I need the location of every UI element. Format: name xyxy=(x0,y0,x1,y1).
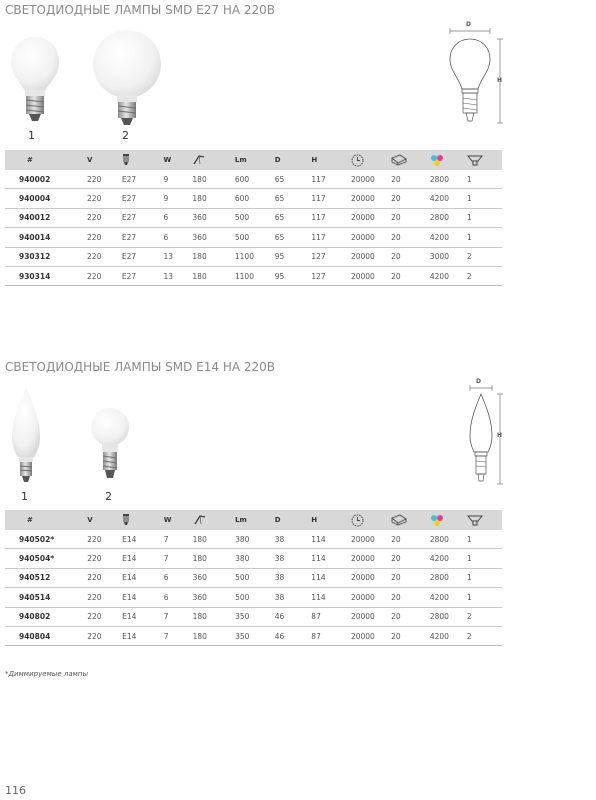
color-temperature-icon xyxy=(430,514,444,526)
cell-watt: 9 xyxy=(163,194,169,204)
cell-lumen: 380 xyxy=(235,534,250,544)
cell-base: E14 xyxy=(122,554,137,564)
cell-package: 20 xyxy=(391,631,401,641)
cell-voltage: 220 xyxy=(87,174,102,184)
cell-color: 4200 xyxy=(429,554,449,564)
diagram-label-d: D xyxy=(476,378,481,385)
box-icon xyxy=(391,514,407,526)
spec-table-e27 xyxy=(5,150,502,286)
cell-code: 940512 xyxy=(19,573,51,583)
cell-lumen: 350 xyxy=(235,612,250,622)
cell-lifetime: 20000 xyxy=(350,554,375,564)
cell-angle: 180 xyxy=(192,174,207,184)
col-code: # xyxy=(27,156,33,164)
col-package xyxy=(391,510,430,530)
cell-type: 1 xyxy=(466,554,472,564)
lamp-type-icon xyxy=(467,514,483,526)
cell-lifetime: 20000 xyxy=(350,213,375,223)
table-row xyxy=(5,266,502,285)
cell-h: 87 xyxy=(311,612,321,622)
cell-h: 117 xyxy=(311,232,326,242)
col-voltage: V xyxy=(87,156,93,164)
bulb-candle-image xyxy=(8,385,44,485)
cell-lumen: 500 xyxy=(234,213,250,223)
col-watt: W xyxy=(163,516,172,524)
cell-base: E14 xyxy=(122,592,137,602)
cell-voltage: 220 xyxy=(87,554,102,564)
cell-lifetime: 20000 xyxy=(350,194,375,204)
dimension-diagram xyxy=(440,23,510,127)
col-angle xyxy=(192,150,234,170)
col-h: H xyxy=(311,516,318,524)
cell-package: 20 xyxy=(391,573,401,583)
cell-angle: 180 xyxy=(192,252,207,262)
table-row xyxy=(5,549,502,568)
cell-h: 114 xyxy=(311,592,326,602)
cell-lifetime: 20000 xyxy=(350,252,375,262)
cell-angle: 180 xyxy=(192,631,207,641)
cell-type: 2 xyxy=(466,252,472,262)
cell-color: 2800 xyxy=(429,612,449,622)
cell-lifetime: 20000 xyxy=(350,271,375,281)
cell-lumen: 600 xyxy=(234,194,250,204)
cell-base: E14 xyxy=(122,631,137,641)
lamp-label-2: 2 xyxy=(105,490,112,503)
cell-lumen: 500 xyxy=(235,573,250,583)
cell-base: E27 xyxy=(121,194,137,204)
cell-watt: 6 xyxy=(163,213,169,223)
cell-lumen: 380 xyxy=(235,554,250,564)
cell-voltage: 220 xyxy=(87,534,102,544)
lamp-label-1: 1 xyxy=(28,129,35,142)
table-row xyxy=(5,189,502,208)
col-lifetime xyxy=(351,150,391,170)
cell-angle: 180 xyxy=(192,534,207,544)
bulb-g45-image xyxy=(89,406,131,484)
cell-package: 20 xyxy=(391,592,401,602)
cell-color: 2800 xyxy=(429,213,449,223)
cell-voltage: 220 xyxy=(87,612,102,622)
table-header xyxy=(5,510,502,530)
cell-d: 65 xyxy=(274,232,285,242)
cell-package: 20 xyxy=(391,554,401,564)
cell-type: 2 xyxy=(466,271,472,281)
cell-code: 940804 xyxy=(19,631,51,641)
lamp-base-icon xyxy=(122,154,130,166)
cell-h: 114 xyxy=(311,554,326,564)
cell-package: 20 xyxy=(391,174,401,184)
cell-package: 20 xyxy=(391,612,401,622)
bulb-globe-image xyxy=(91,28,163,128)
cell-angle: 180 xyxy=(192,271,207,281)
beam-angle-icon xyxy=(192,154,206,166)
cell-color: 2800 xyxy=(429,174,449,184)
cell-d: 38 xyxy=(274,534,285,544)
cell-color: 4200 xyxy=(429,631,449,641)
section-title: СВЕТОДИОДНЫЕ ЛАМПЫ SMD E27 НА 220В xyxy=(5,3,276,17)
col-type xyxy=(467,150,502,170)
cell-code: 940504* xyxy=(19,554,55,564)
cell-h: 117 xyxy=(311,174,326,184)
lamp-label-2: 2 xyxy=(122,129,129,142)
cell-code: 930314 xyxy=(19,271,51,281)
table-row xyxy=(5,607,502,626)
cell-watt: 7 xyxy=(163,631,169,641)
table-header xyxy=(5,150,502,170)
col-lumen: Lm xyxy=(234,156,247,164)
cell-lifetime: 20000 xyxy=(350,631,375,641)
cell-watt: 9 xyxy=(163,174,169,184)
cell-angle: 180 xyxy=(192,194,207,204)
cell-h: 127 xyxy=(311,271,326,281)
cell-package: 20 xyxy=(391,194,401,204)
cell-lumen: 350 xyxy=(235,631,250,641)
col-type xyxy=(467,510,502,530)
col-angle xyxy=(193,510,236,530)
cell-voltage: 220 xyxy=(87,213,102,223)
spec-table-e14 xyxy=(5,510,502,646)
cell-voltage: 220 xyxy=(87,252,102,262)
cell-d: 38 xyxy=(274,573,285,583)
cell-d: 38 xyxy=(274,554,285,564)
cell-base: E14 xyxy=(122,612,137,622)
cell-voltage: 220 xyxy=(87,194,102,204)
col-code: # xyxy=(27,516,33,524)
cell-watt: 7 xyxy=(163,612,169,622)
cell-code: 940014 xyxy=(19,232,51,242)
box-icon xyxy=(391,154,407,166)
cell-code: 940502* xyxy=(19,534,55,544)
cell-package: 20 xyxy=(391,252,401,262)
cell-voltage: 220 xyxy=(87,631,102,641)
cell-color: 4200 xyxy=(429,592,449,602)
cell-base: E14 xyxy=(122,573,137,583)
cell-base: E27 xyxy=(121,213,137,223)
cell-d: 95 xyxy=(274,271,285,281)
lamp-label-1: 1 xyxy=(21,490,28,503)
col-color xyxy=(430,510,467,530)
cell-voltage: 220 xyxy=(87,573,102,583)
cell-watt: 13 xyxy=(163,252,173,262)
clock-icon xyxy=(351,154,364,167)
cell-watt: 7 xyxy=(163,554,169,564)
cell-type: 1 xyxy=(466,534,472,544)
cell-base: E27 xyxy=(121,252,137,262)
cell-voltage: 220 xyxy=(87,271,102,281)
cell-h: 117 xyxy=(311,194,326,204)
table-row xyxy=(5,530,502,549)
cell-d: 46 xyxy=(274,631,285,641)
col-color xyxy=(430,150,467,170)
cell-base: E27 xyxy=(121,271,137,281)
cell-type: 1 xyxy=(466,592,472,602)
col-base xyxy=(122,510,164,530)
table-row xyxy=(5,568,502,587)
cell-d: 65 xyxy=(274,174,285,184)
cell-color: 2800 xyxy=(429,573,449,583)
clock-icon xyxy=(351,514,364,527)
cell-angle: 180 xyxy=(192,554,207,564)
cell-watt: 6 xyxy=(163,573,169,583)
cell-code: 930312 xyxy=(19,252,51,262)
cell-h: 127 xyxy=(311,252,326,262)
beam-angle-icon xyxy=(193,514,207,526)
section-title: СВЕТОДИОДНЫЕ ЛАМПЫ SMD E14 НА 220В xyxy=(5,360,276,374)
cell-base: E27 xyxy=(121,232,137,242)
table-body xyxy=(5,530,502,646)
cell-type: 1 xyxy=(466,232,472,242)
cell-angle: 360 xyxy=(192,213,207,223)
diagram-label-h: H xyxy=(497,432,503,439)
section-e27 xyxy=(5,3,502,283)
cell-voltage: 220 xyxy=(87,592,102,602)
cell-lifetime: 20000 xyxy=(350,612,375,622)
col-h: H xyxy=(311,156,318,164)
cell-code: 940802 xyxy=(19,612,51,622)
table-row xyxy=(5,228,502,247)
cell-lifetime: 20000 xyxy=(350,174,375,184)
cell-d: 65 xyxy=(274,213,285,223)
cell-code: 940012 xyxy=(19,213,51,223)
cell-h: 114 xyxy=(311,534,326,544)
section-e14 xyxy=(5,360,502,650)
lamp-type-icon xyxy=(467,154,483,166)
cell-lumen: 500 xyxy=(235,592,250,602)
cell-color: 4200 xyxy=(429,232,449,242)
cell-code: 940002 xyxy=(19,174,51,184)
cell-type: 1 xyxy=(466,194,472,204)
cell-watt: 6 xyxy=(163,592,169,602)
table-body xyxy=(5,170,502,286)
cell-base: E14 xyxy=(122,534,137,544)
cell-d: 38 xyxy=(274,592,285,602)
footnote: *Диммируемые лампы xyxy=(5,670,89,678)
col-d: D xyxy=(274,156,281,164)
cell-type: 1 xyxy=(466,174,472,184)
bulb-a60-image xyxy=(9,35,61,125)
table-row xyxy=(5,588,502,607)
cell-watt: 7 xyxy=(163,534,169,544)
cell-type: 2 xyxy=(466,631,472,641)
cell-lifetime: 20000 xyxy=(350,232,375,242)
cell-d: 95 xyxy=(274,252,285,262)
diagram-label-h: H xyxy=(497,77,503,84)
cell-package: 20 xyxy=(391,213,401,223)
cell-base: E27 xyxy=(121,174,137,184)
cell-lumen: 1100 xyxy=(234,252,254,262)
cell-code: 940004 xyxy=(19,194,51,204)
cell-type: 1 xyxy=(466,573,472,583)
table-row xyxy=(5,626,502,645)
cell-lifetime: 20000 xyxy=(350,573,375,583)
cell-h: 114 xyxy=(311,573,326,583)
cell-h: 87 xyxy=(311,631,321,641)
col-lifetime xyxy=(351,510,391,530)
page-number: 116 xyxy=(5,784,26,797)
col-base xyxy=(122,150,164,170)
cell-voltage: 220 xyxy=(87,232,102,242)
cell-color: 3000 xyxy=(429,252,449,262)
lamp-base-icon xyxy=(122,514,130,526)
color-temperature-icon xyxy=(430,154,444,166)
cell-lumen: 600 xyxy=(234,174,250,184)
cell-watt: 6 xyxy=(163,232,169,242)
cell-d: 65 xyxy=(274,194,285,204)
table-row xyxy=(5,208,502,227)
col-d: D xyxy=(274,516,281,524)
col-lumen: Lm xyxy=(235,516,247,524)
cell-watt: 13 xyxy=(163,271,173,281)
cell-angle: 360 xyxy=(192,573,207,583)
cell-lumen: 1100 xyxy=(234,271,254,281)
table-row xyxy=(5,170,502,189)
cell-package: 20 xyxy=(391,534,401,544)
cell-type: 1 xyxy=(466,213,472,223)
cell-lifetime: 20000 xyxy=(350,534,375,544)
table-row xyxy=(5,247,502,266)
diagram-label-d: D xyxy=(466,21,471,28)
cell-color: 2800 xyxy=(429,534,449,544)
cell-angle: 360 xyxy=(192,232,207,242)
col-package xyxy=(391,150,430,170)
cell-angle: 180 xyxy=(192,612,207,622)
col-watt: W xyxy=(163,156,172,164)
cell-package: 20 xyxy=(391,232,401,242)
cell-lumen: 500 xyxy=(234,232,250,242)
cell-h: 117 xyxy=(311,213,326,223)
cell-code: 940514 xyxy=(19,592,51,602)
col-voltage: V xyxy=(87,516,93,524)
cell-d: 46 xyxy=(274,612,285,622)
cell-color: 4200 xyxy=(429,194,449,204)
cell-lifetime: 20000 xyxy=(350,592,375,602)
cell-package: 20 xyxy=(391,271,401,281)
cell-angle: 360 xyxy=(192,592,207,602)
cell-color: 4200 xyxy=(429,271,449,281)
cell-type: 2 xyxy=(466,612,472,622)
